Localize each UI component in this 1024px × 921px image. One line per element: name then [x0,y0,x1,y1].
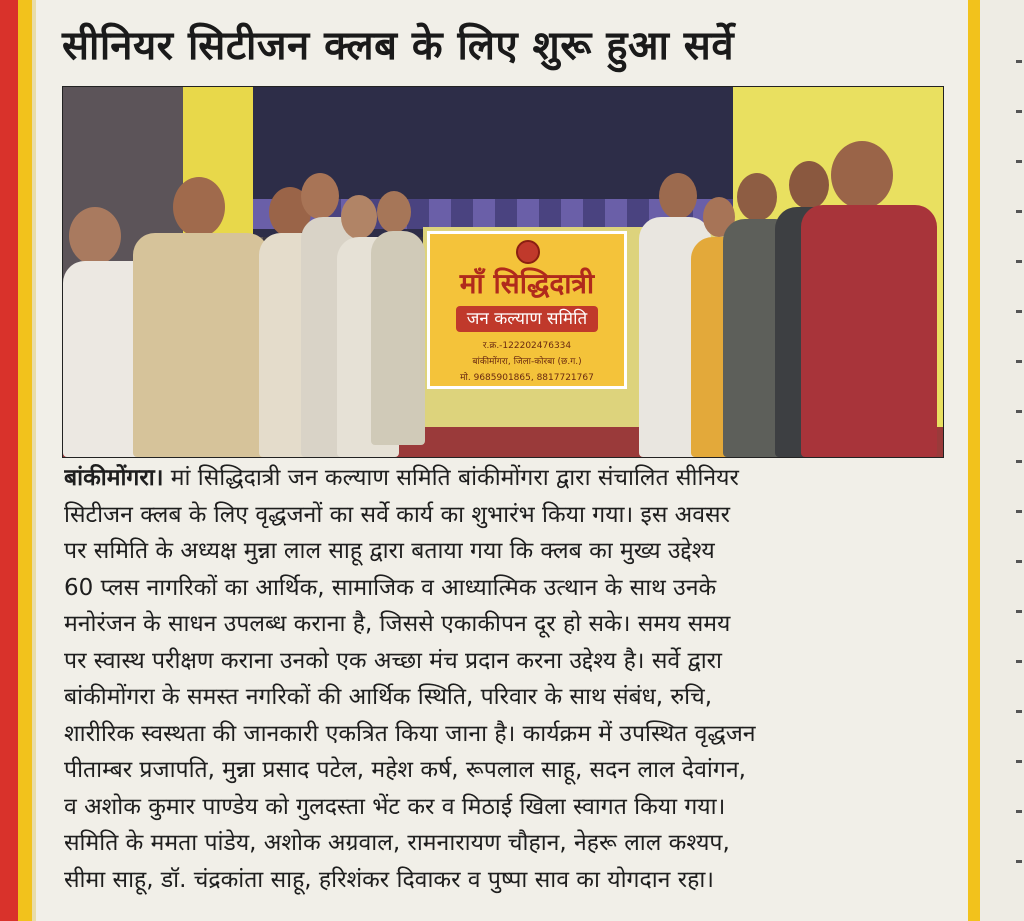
article-body-line: 60 प्लस नागरिकों का आर्थिक, सामाजिक व आध्यात्मिक उत्थान के साथ उनके [64,574,717,601]
article-photo [62,86,944,458]
page-edge-thin-stripe [32,0,36,921]
banner-reg-line: र.क्र.-122202476334 [482,341,572,351]
banner-logo-icon [516,240,540,264]
article-body-line: सिटीजन क्लब के लिए वृद्धजनों का सर्वे कार्य का शुभारंभ किया गया। इस अवसर [64,501,730,528]
article-body-line: मनोरंजन के साधन उपलब्ध कराना है, जिससे एकाकीपन दूर हो सके। समय समय [64,611,731,637]
article-body-line: पीताम्बर प्रजापति, मुन्ना प्रसाद पटेल, महेश कर्ष, रूपलाल साहू, सदन लाल देवांगन, [64,757,746,783]
article-dateline: बांकीमोंगरा। [64,465,164,491]
article-body-line: पर समिति के अध्यक्ष मुन्ना लाल साहू द्वारा बताया गया कि क्लब का मुख्य उद्देश्य [64,538,715,564]
column-gutter-stripe [968,0,980,921]
neighbour-column [980,0,1024,921]
banner-address-line: बांकीमोंगरा, जिला-कोरबा (छ.ग.) [472,357,582,367]
page-edge-gold-stripe [18,0,32,921]
article-body-line: शारीरिक स्वस्थता की जानकारी एकत्रित किया जाना है। कार्यक्रम में उपस्थित वृद्धजन [64,720,756,747]
article-body-line: व अशोक कुमार पाण्डेय को गुलदस्ता भेंट कर व मिठाई खिला स्वागत किया गया। [64,793,726,820]
article-body-line: बांकीमोंगरा के समस्त नगरिकों की आर्थिक स्थिति, परिवार के साथ संबंध, रुचि, [64,684,713,710]
article-body-line [64,460,954,497]
page-edge-red-stripe [0,0,18,921]
article-headline: सीनियर सिटीजन क्लब के लिए शुरू हुआ सर्वे [62,23,735,69]
banner-phone-line: मो. 9685901865, 8817721767 [460,373,594,383]
banner-title: माँ सिद्धिदात्री [459,267,595,300]
banner-subtitle: जन कल्याण समिति [456,306,598,332]
article-body [64,460,954,898]
article-body-text: मां सिद्धिदात्री जन कल्याण समिति बांकीमोंगरा द्वारा संचालित सीनियर [163,465,739,491]
news-article [44,0,962,921]
article-body-line: समिति के ममता पांडेय, अशोक अग्रवाल, रामनारायण चौहान, नेहरू लाल कश्यप, [64,830,730,856]
article-body-line: पर स्वास्थ परीक्षण कराना उनको एक अच्छा मंच प्रदान करना उद्देश्य है। सर्वे द्वारा [64,647,723,674]
organisation-banner [427,231,627,389]
article-body-line: सीमा साहू, डॉ. चंद्रकांता साहू, हरिशंकर दिवाकर व पुष्पा साव का योगदान रहा। [64,866,715,893]
